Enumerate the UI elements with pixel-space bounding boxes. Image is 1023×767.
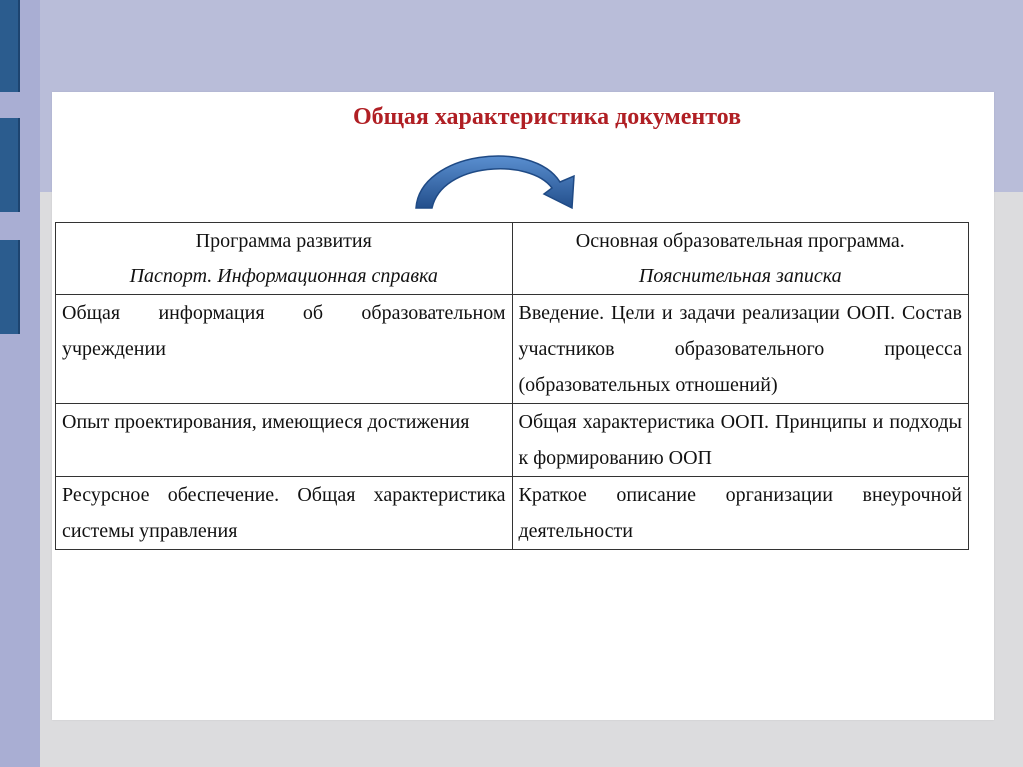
table-header-row xyxy=(56,223,969,295)
table-cell-right: Введение. Цели и задачи реализации ООП. Состав участников образовательного процесса (образовательных отношений) xyxy=(512,295,969,404)
table-cell-left: Опыт проектирования, имеющиеся достижения xyxy=(56,404,513,477)
page-title: Общая характеристика документов xyxy=(352,104,742,130)
header-left-line2: Паспорт. Информационная справка xyxy=(129,265,438,287)
table-row xyxy=(56,404,969,477)
header-cell-left xyxy=(56,223,513,295)
documents-table xyxy=(55,222,969,550)
table-cell-left: Ресурсное обеспечение. Общая характеристика системы управления xyxy=(56,477,513,550)
table-row xyxy=(56,295,969,404)
table-cell-right: Краткое описание организации внеурочной деятельности xyxy=(512,477,969,550)
header-cell-right xyxy=(512,223,969,295)
header-right-line1: Основная образовательная программа. xyxy=(575,230,905,252)
table-cell-right: Общая характеристика ООП. Принципы и подходы к формированию ООП xyxy=(512,404,969,477)
table-cell-left: Общая информация об образовательном учреждении xyxy=(56,295,513,404)
curved-arrow-icon xyxy=(412,144,592,214)
table-row xyxy=(56,477,969,550)
side-tab-2[interactable] xyxy=(0,118,20,212)
side-tab-3[interactable] xyxy=(0,240,20,334)
content-panel xyxy=(52,92,994,720)
side-tab-1[interactable] xyxy=(0,0,20,92)
left-strip xyxy=(0,0,40,767)
header-right-line2: Пояснительная записка xyxy=(638,265,842,287)
header-left-line1: Программа развития xyxy=(195,230,372,252)
